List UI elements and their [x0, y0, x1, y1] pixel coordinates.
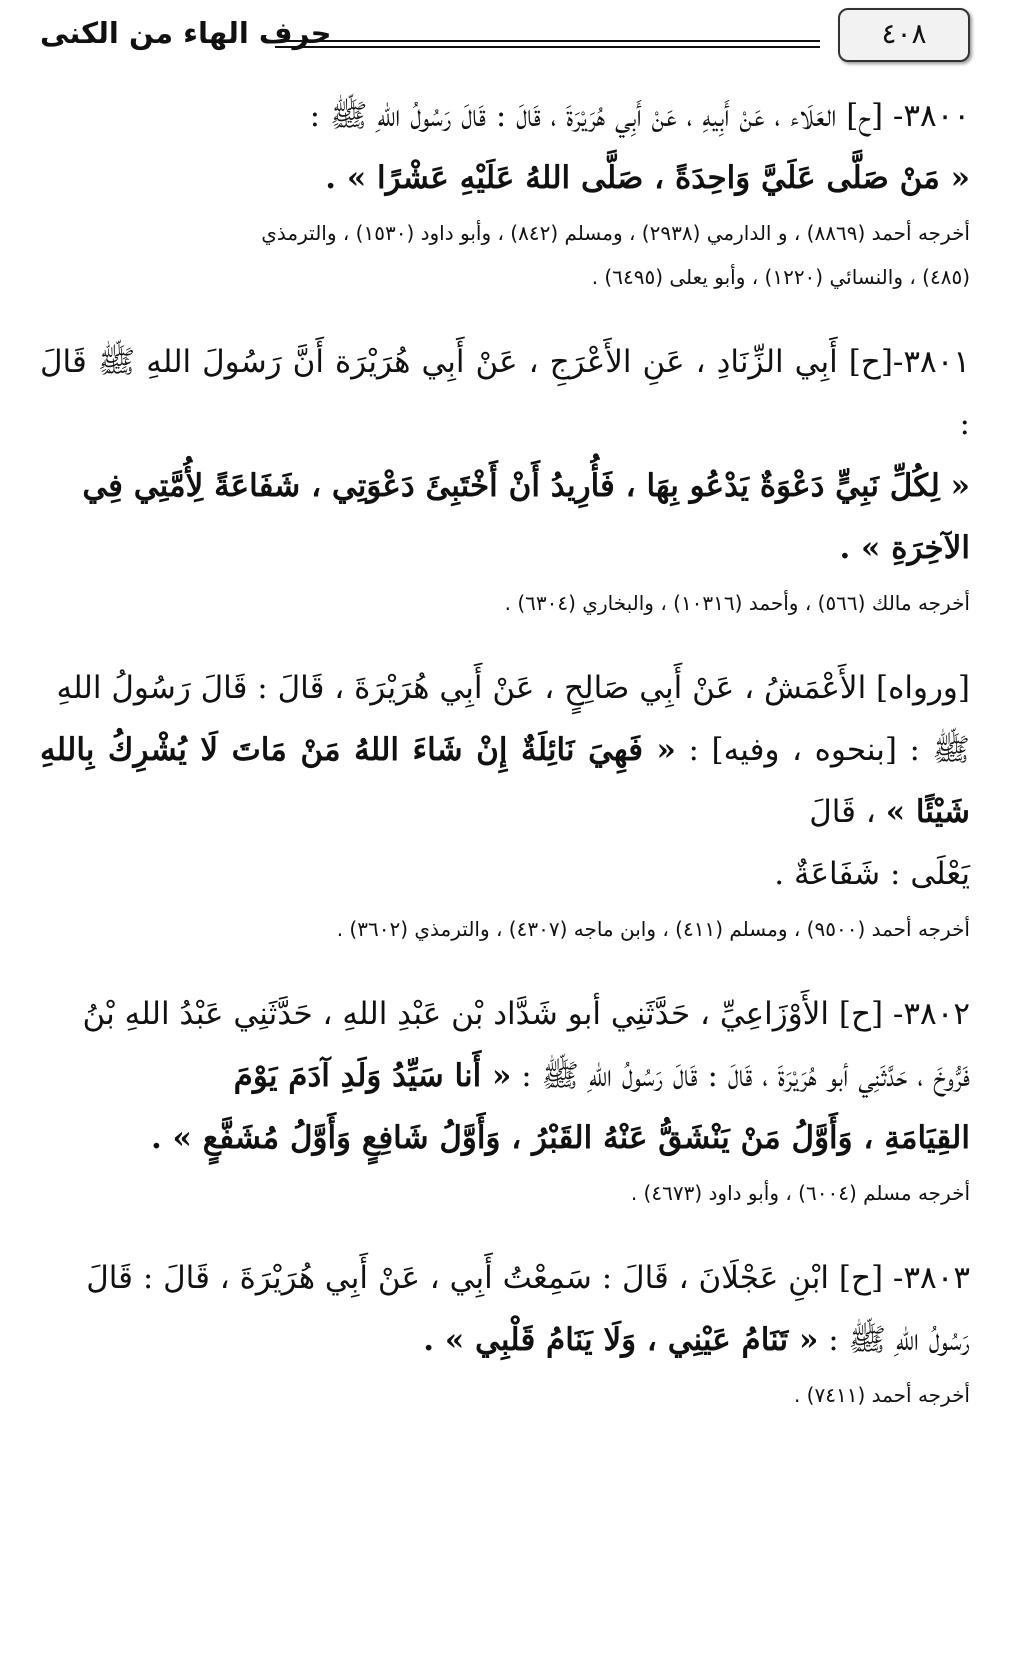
page-number: ٤٠٨: [838, 8, 970, 62]
hadith-line: [40, 1107, 970, 1169]
source-citation: (٤٨٥) ، والنسائي (١٢٢٠) ، وأبو يعلى (٦٤٩٥) .: [591, 265, 970, 289]
isnad-text: يَعْلَى : شَفَاعَةٌ .: [774, 856, 970, 892]
hadith-entry: [40, 657, 970, 949]
hadith-text: « لِكُلِّ نَبِيٍّ دَعْوَةٌ يَدْعُو بِهَا ، فَأُرِيدُ أَنْ أَخْتَبِئَ دَعْوَتِي ، شَفَاعَةً لِأُمَّتِي فِي الآخِرَةِ » .: [82, 468, 970, 566]
hadith-text: « تَنَامُ عَيْنِي ، وَلَا يَنَامُ قَلْبِي » .: [423, 1322, 819, 1358]
hadith-text: « مَنْ صَلَّى عَلَيَّ وَاحِدَةً ، صَلَّى اللهُ عَلَيْهِ عَشْرًا » .: [325, 160, 970, 196]
hadith-line: [40, 1309, 970, 1371]
hadith-line: [40, 455, 970, 579]
hadith-text: القِيَامَةِ ، وَأَوَّلُ مَنْ يَنْشَقُّ عَنْهُ القَبْرُ ، وَأَوَّلُ شَافِعٍ وَأَوَّلُ مُشَفَّعٍ » .: [150, 1120, 970, 1156]
hadith-line: [40, 657, 970, 719]
isnad-text: ﷺ : [بنحوه ، وفيه] :: [675, 732, 970, 768]
source-citation: أخرجه أحمد (٧٤١١) .: [793, 1383, 970, 1407]
isnad-text: ٣٨٠٢- [ح] الأَوْزَاعِيِّ ، حَدَّثَنِي أبو شَدَّاد بْن عَبْدِ اللهِ ، حَدَّثَنِي عَبْدُ اللهِ بْنُ: [82, 996, 970, 1032]
hadith-entry: [40, 983, 970, 1213]
header-rule: [275, 40, 820, 48]
hadith-line: [40, 331, 970, 455]
isnad-text: فَرُّوخَ ، حَدَّثَنِي أبو هُرَيْرَةَ ، قَالَ : قَالَ رَسُولُ اللهِ ﷺ :: [511, 1058, 970, 1094]
hadith-line: [40, 1247, 970, 1309]
source-citation: أخرجه مسلم (٦٠٠٤) ، وأبو داود (٤٦٧٣) .: [630, 1181, 970, 1205]
hadith-line: [40, 983, 970, 1045]
isnad-text: ٣٨٠١-[ح] أَبِي الزِّنَادِ ، عَنِ الأَعْرَجِ ، عَنْ أَبِي هُرَيْرَة أَنَّ رَسُولَ اللهِ ﷺ قَالَ :: [40, 344, 970, 442]
hadith-entry: [40, 1247, 970, 1415]
isnad-text: [ورواه] الأَعْمَشُ ، عَنْ أَبِي صَالِحٍ ، عَنْ أَبِي هُرَيْرَةَ ، قَالَ : قَالَ رَسُولُ اللهِ: [56, 670, 970, 706]
hadith-text: « أَنا سَيِّدُ وَلَدِ آدَمَ يَوْمَ: [233, 1058, 512, 1094]
hadith-entry: [40, 331, 970, 623]
page-content: [40, 85, 970, 1449]
isnad-text: ، قَالَ: [809, 794, 886, 830]
hadith-line: [40, 843, 970, 905]
isnad-text: ٣٨٠٠- [ح] العَلَاء ، عَنْ أَبِيهِ ، عَنْ أَبِي هُرَيْرَةَ ، قَالَ : قَالَ رَسُولُ اللهِ ﷺ :: [309, 98, 970, 134]
isnad-text: ٣٨٠٣- [ح] ابْنِ عَجْلَانَ ، قَالَ : سَمِعْتُ أَبِي ، عَنْ أَبِي هُرَيْرَةَ ، قَالَ : قَالَ: [86, 1260, 970, 1296]
page-header: [40, 8, 970, 68]
hadith-line: [40, 85, 970, 147]
source-citation: أخرجه مالك (٥٦٦) ، وأحمد (١٠٣١٦) ، والبخاري (٦٣٠٤) .: [504, 591, 970, 615]
hadith-line: [40, 719, 970, 843]
hadith-entry: [40, 85, 970, 297]
source-citation: أخرجه أحمد (٨٨٦٩) ، و الدارمي (٢٩٣٨) ، ومسلم (٨٤٢) ، وأبو داود (١٥٣٠) ، والترمذي: [261, 221, 970, 245]
source-citation: أخرجه أحمد (٩٥٠٠) ، ومسلم (٤١١) ، وابن ماجه (٤٣٠٧) ، والترمذي (٣٦٠٢) .: [336, 917, 970, 941]
isnad-text: رَسُولُ اللهِ ﷺ :: [818, 1322, 970, 1358]
hadith-text: « فَهِيَ نَائِلَةٌ إِنْ شَاءَ اللهُ مَنْ مَاتَ لَا يُشْرِكُ بِاللهِ شَيْئًا »: [40, 732, 970, 830]
running-title: حرف الهاء من الكنى: [40, 16, 332, 50]
hadith-line: [40, 1045, 970, 1107]
hadith-line: [40, 147, 970, 209]
